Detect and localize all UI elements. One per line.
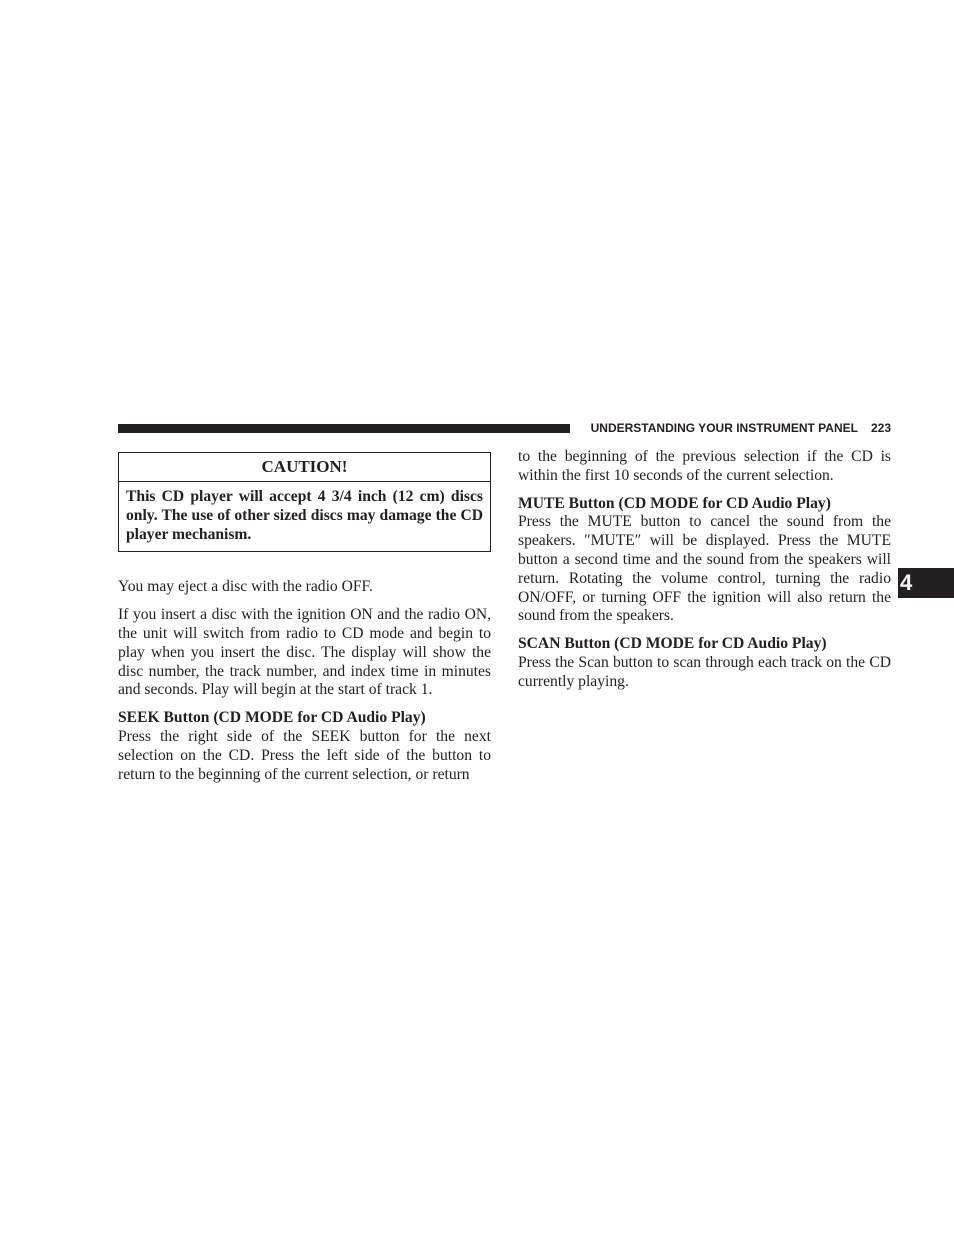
chapter-tab: 4: [898, 568, 954, 598]
section-title: UNDERSTANDING YOUR INSTRUMENT PANEL: [590, 421, 858, 435]
running-header: [579, 420, 891, 436]
seek-body: Press the right side of the SEEK button for the next selection on the CD. Press the left side of the button to return to the beginning of the current selection, or return: [118, 727, 491, 783]
mute-body: Press the MUTE button to cancel the sound from the speakers. ″MUTE″ will be displayed. Press the MUTE button a second time and the sound from the speakers will return. Rotating the volume control, turning the radio ON/OFF, or turning OFF the ignition will also return the sound from the speakers.: [518, 513, 891, 625]
caution-box: [118, 452, 491, 552]
seek-heading: SEEK Button (CD MODE for CD Audio Play): [118, 709, 426, 727]
header-rule: [118, 424, 570, 433]
caution-body: This CD player will accept 4 3/4 inch (12 cm) discs only. The use of other sized discs may damage the CD player mechanism.: [126, 488, 483, 543]
paragraph-insert-disc: If you insert a disc with the ignition ON and the radio ON, the unit will switch from radio to CD mode and begin to play when you insert the disc. The display will show the disc number, the track number, and index time in minutes and seconds. Play will begin at the start of track 1.: [118, 606, 491, 699]
page-number: 223: [870, 421, 891, 435]
scan-heading: SCAN Button (CD MODE for CD Audio Play): [518, 635, 827, 653]
scan-body: Press the Scan button to scan through each track on the CD currently playing.: [518, 653, 891, 690]
right-column: [518, 448, 891, 692]
seek-body-continued: to the beginning of the previous selection if the CD is within the first 10 seconds of the current selection.: [518, 448, 891, 484]
left-column: [118, 448, 491, 784]
paragraph-eject: You may eject a disc with the radio OFF.: [118, 578, 373, 596]
mute-heading: MUTE Button (CD MODE for CD Audio Play): [518, 494, 831, 512]
caution-title: CAUTION!: [119, 453, 490, 482]
